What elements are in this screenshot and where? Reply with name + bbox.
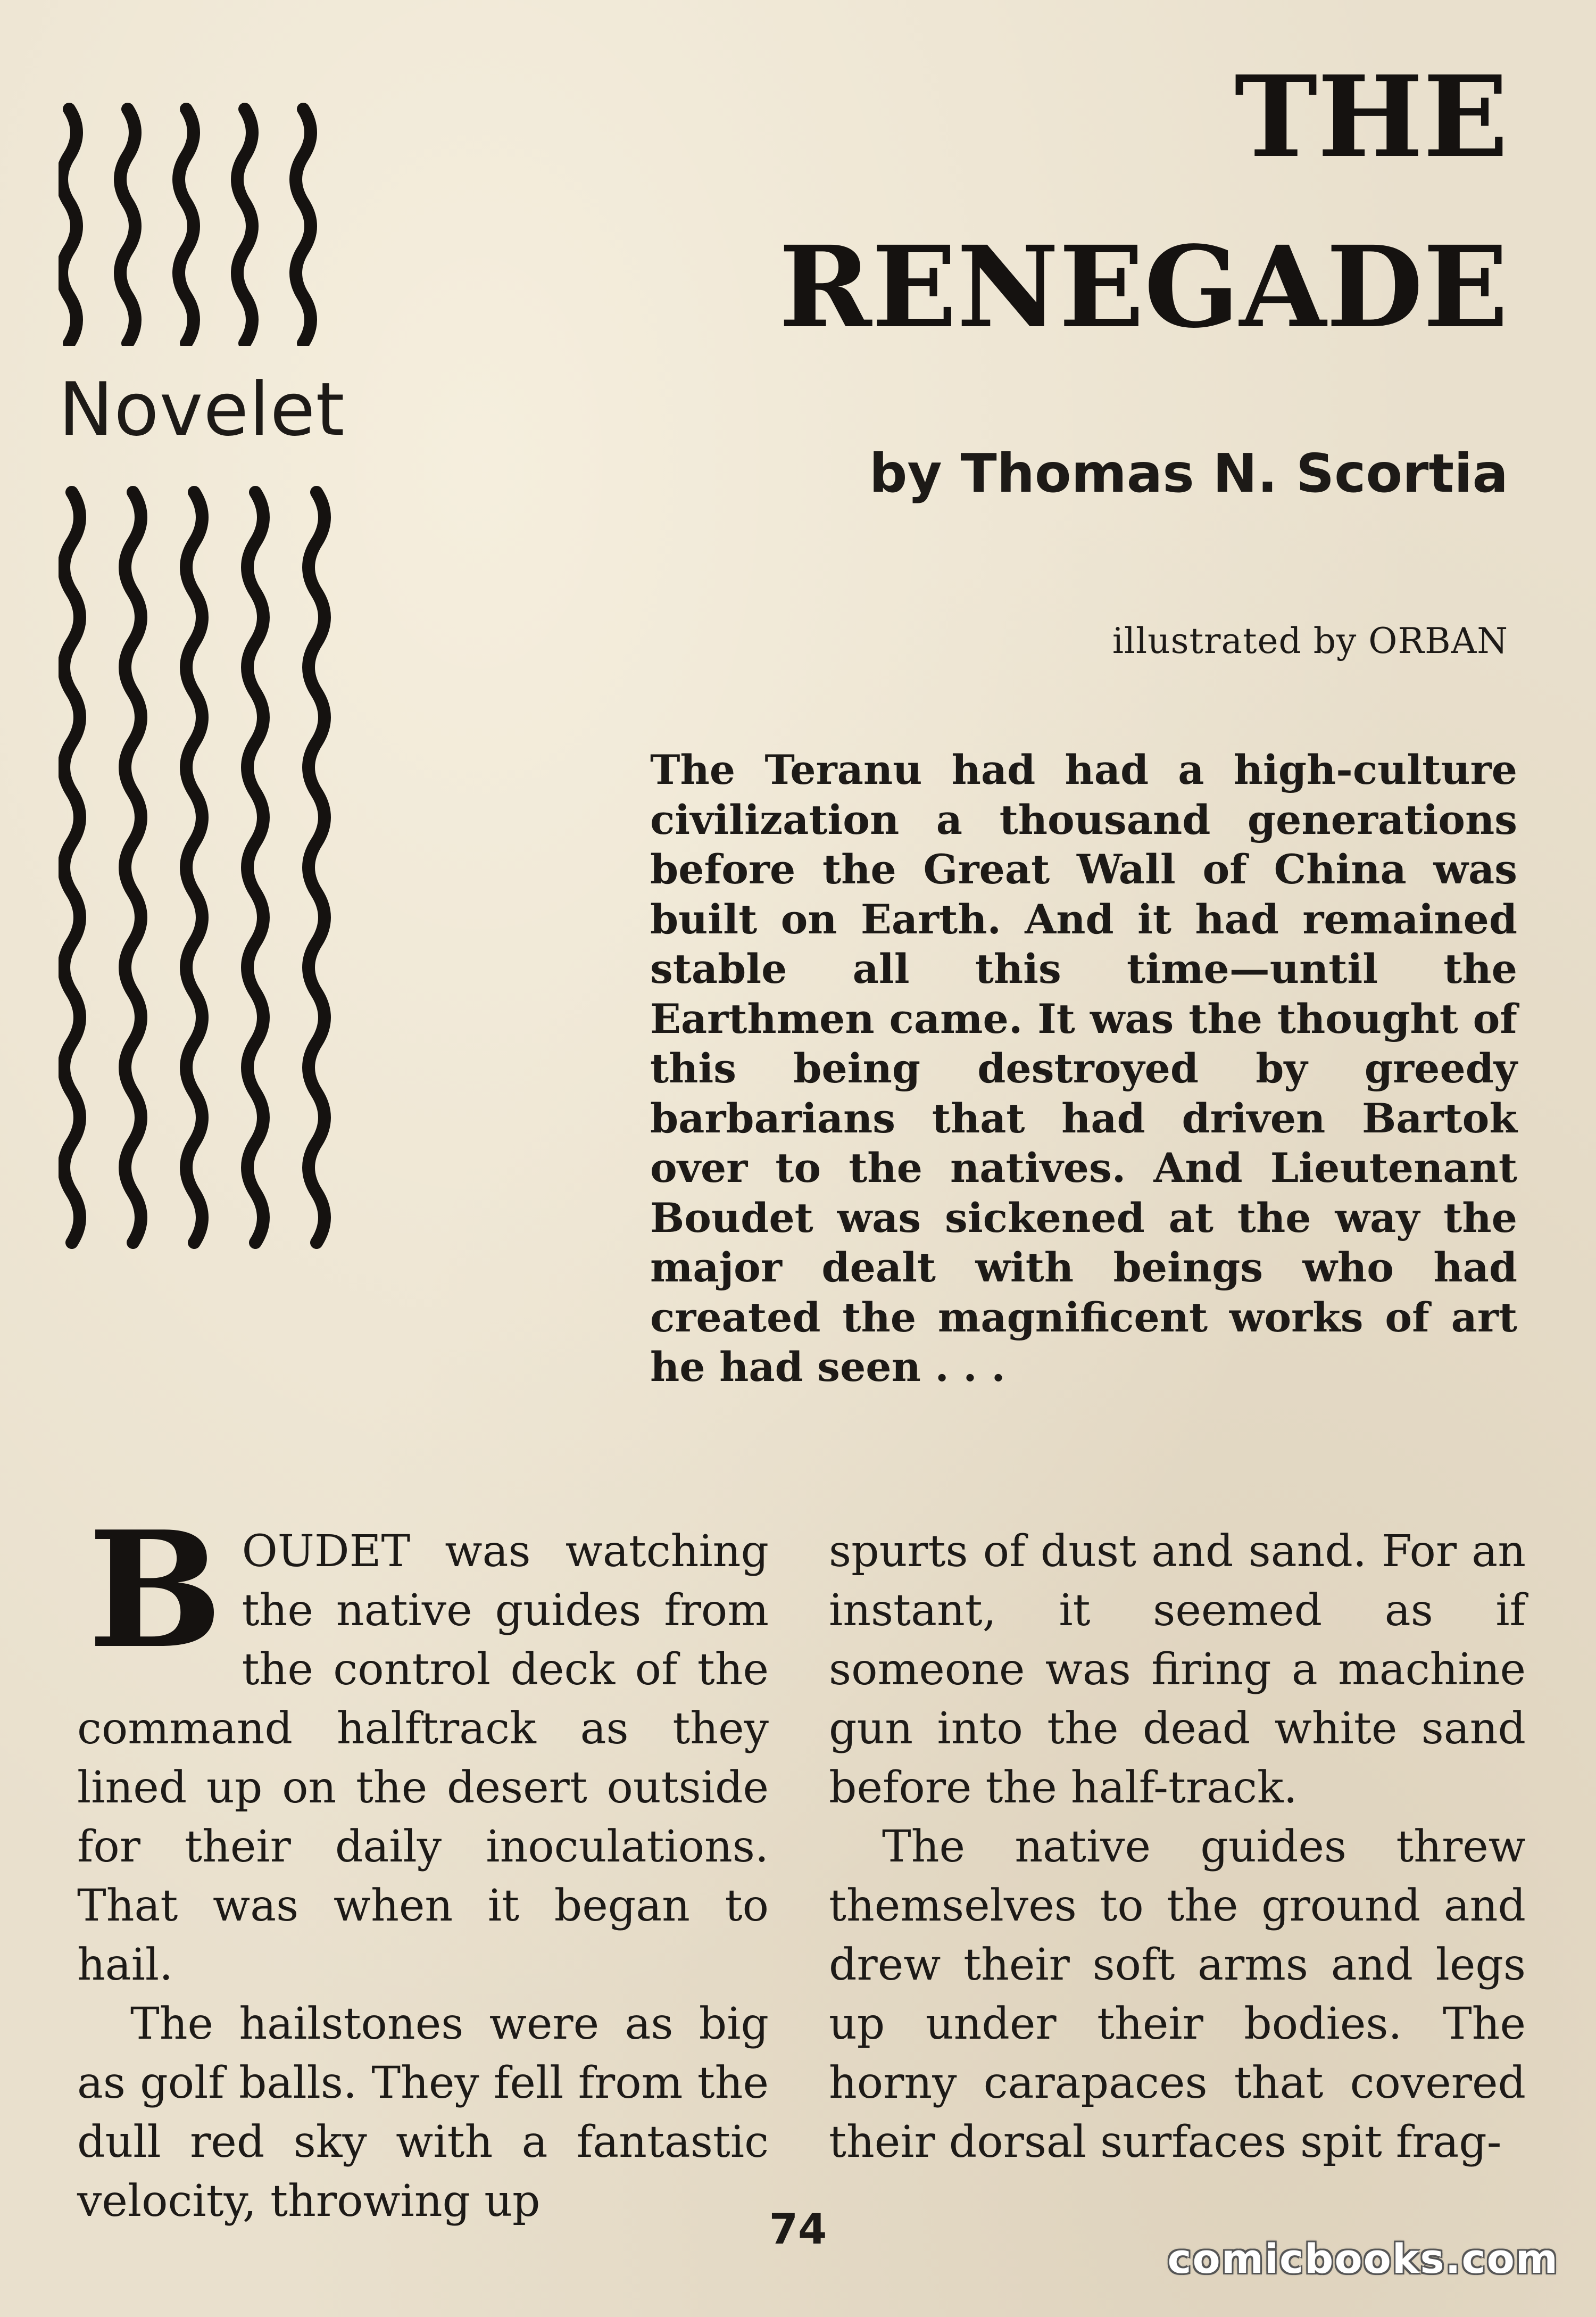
page-number: 74	[769, 2206, 827, 2254]
story-column-left	[77, 1496, 769, 2231]
opening-word: OUDET	[242, 1526, 411, 1577]
site-watermark: comicbooks.com	[1167, 2235, 1559, 2282]
story-paragraph: The native guides threw themselves to the ground and drew their soft arms and legs up under their bodies. The horny carapaces that covered their dorsal surfaces spit frag-	[829, 1822, 1526, 2167]
story-paragraph: spurts of dust and sand. For an instant, it seemed as if someone was firing a machine gun into the dead white sand before the half-track.	[829, 1526, 1526, 1813]
section-label: Novelet	[59, 367, 345, 452]
wavy-lines-bottom-ornament	[59, 484, 346, 1251]
drop-cap: B	[88, 1496, 223, 1684]
story-paragraph	[77, 1496, 769, 1995]
paragraph-text: was watching the native guides from the control deck of the command halftrack as they lined up on the desert outside for their daily inoculations. That was when it began to hail.	[77, 1526, 769, 1990]
story-title-line-2: RENEGADE	[778, 221, 1508, 353]
story-column-right	[829, 1522, 1526, 2172]
author-byline: by Thomas N. Scortia	[869, 442, 1508, 504]
wavy-lines-top-ornament	[59, 101, 335, 346]
story-blurb: The Teranu had had a high-culture civilization a thousand generations before the Great Wall of China was built on Earth. And it had remained stable all this time—until the Earthmen came. It was the thought of this being destroyed by greedy barbarians that had driven Bartok over to the natives. And Lieutenant Boudet was sickened at the way the major dealt with beings who had created the magnificent works of art he had seen . . .	[650, 746, 1517, 1391]
story-title-line-1: THE	[1234, 51, 1508, 183]
illustrator-credit: illustrated by ORBAN	[1112, 620, 1508, 661]
story-paragraph: The hailstones were as big as golf balls. They fell from the dull red sky with a fantastic velocity, throwing up	[77, 1999, 769, 2227]
